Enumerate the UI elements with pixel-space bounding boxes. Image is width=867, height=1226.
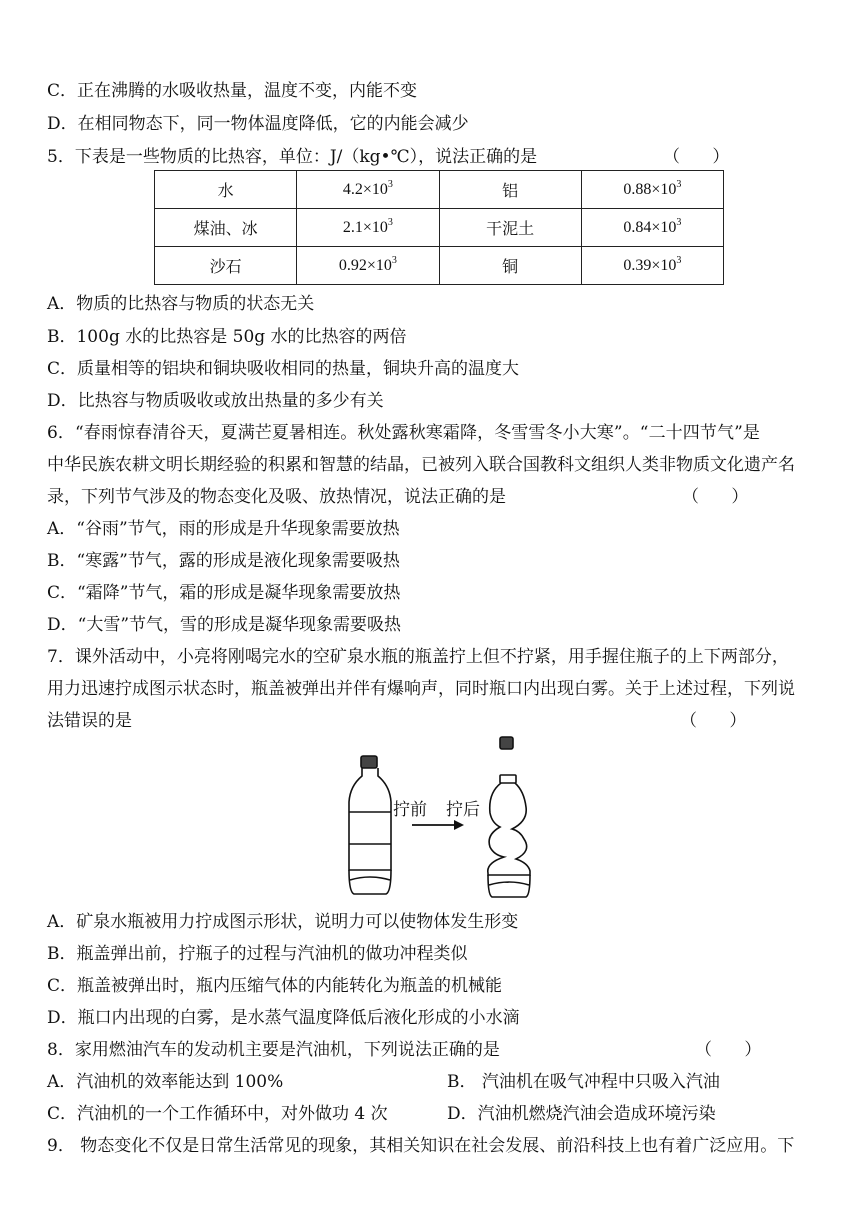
q7-option-b: B．瓶盖弹出前，拧瓶子的过程与汽油机的做功冲程类似: [47, 944, 468, 964]
substance-name: 铜: [439, 247, 581, 285]
q6-stem-line-2: 中华民族农耕文明长期经验的积累和智慧的结晶，已被列入联合国教科文组织人类非物质文化遗产名: [47, 455, 795, 475]
q5-answer-paren: （ ）: [663, 147, 730, 167]
substance-name: 水: [155, 171, 297, 209]
q7-option-c: C．瓶盖被弹出时，瓶内压缩气体的内能转化为瓶盖的机械能: [47, 976, 503, 996]
specific-heat-value: $0.39\times 10^3$: [581, 247, 723, 285]
table-row: [155, 171, 724, 209]
bottle-before-figure: [340, 752, 400, 902]
q7-option-d: D．瓶口内出现的白雾，是水蒸气温度降低后液化形成的小水滴: [47, 1008, 520, 1028]
specific-heat-table: [154, 170, 724, 285]
q7-answer-paren: （ ）: [680, 711, 747, 731]
q5-stem: 5．下表是一些物质的比热容，单位：J/（kg•℃），说法正确的是: [47, 147, 538, 167]
q6-option-b: B．“寒露”节气，露的形成是液化现象需要吸热: [47, 551, 400, 571]
q7-stem-line-3: 法错误的是: [47, 711, 132, 731]
q7-option-a: A．矿泉水瓶被用力拧成图示形状，说明力可以使物体发生形变: [47, 912, 519, 932]
after-label: 拧后: [446, 800, 480, 820]
q5-option-b: B．100g 水的比热容是 50g 水的比热容的两倍: [47, 327, 407, 347]
arrow-icon: [410, 818, 466, 832]
before-label: 拧前: [393, 800, 427, 820]
q6-option-d: D．“大雪”节气，雪的形成是凝华现象需要吸热: [47, 615, 402, 635]
specific-heat-value: $0.84\times 10^3$: [581, 209, 723, 247]
specific-heat-value: $2.1\times 10^3$: [297, 209, 439, 247]
substance-name: 沙石: [155, 247, 297, 285]
q8-option-d: D．汽油机燃烧汽油会造成环境污染: [447, 1104, 716, 1124]
q6-stem-line-1: 6．“春雨惊春清谷天，夏满芒夏暑相连。秋处露秋寒霜降，冬雪雪冬小大寒”。“二十四节气”是: [47, 423, 760, 443]
q7-stem-line-2: 用力迅速拧成图示状态时，瓶盖被弹出并伴有爆响声，同时瓶口内出现白雾。关于上述过程，下列说: [47, 679, 795, 699]
q6-option-a: A．“谷雨”节气，雨的形成是升华现象需要放热: [47, 519, 400, 539]
specific-heat-value: $0.92\times 10^3$: [297, 247, 439, 285]
table-row: [155, 247, 724, 285]
q8-option-b: B． 汽油机在吸气冲程中只吸入汽油: [447, 1072, 720, 1092]
specific-heat-value: $4.2\times 10^3$: [297, 171, 439, 209]
q6-option-c: C．“霜降”节气，霜的形成是凝华现象需要放热: [47, 583, 401, 603]
q5-option-d: D．比热容与物质吸收或放出热量的多少有关: [47, 391, 384, 411]
substance-name: 铝: [439, 171, 581, 209]
q6-stem-line-3: 录，下列节气涉及的物态变化及吸、放热情况，说法正确的是: [47, 487, 506, 507]
q7-stem-line-1: 7．课外活动中，小亮将刚喝完水的空矿泉水瓶的瓶盖拧上但不拧紧，用手握住瓶子的上下两部分，: [47, 647, 789, 667]
q8-stem: 8．家用燃油汽车的发动机主要是汽油机，下列说法正确的是: [47, 1040, 500, 1060]
q9-stem-line-1: 9． 物态变化不仅是日常生活常见的现象，其相关知识在社会发展、前沿科技上也有着广泛应用。下: [47, 1136, 795, 1156]
q8-answer-paren: （ ）: [695, 1040, 762, 1060]
q6-answer-paren: （ ）: [682, 487, 749, 507]
specific-heat-value: $0.88\times 10^3$: [581, 171, 723, 209]
substance-name: 干泥土: [439, 209, 581, 247]
q5-option-c: C．质量相等的铝块和铜块吸收相同的热量，铜块升高的温度大: [47, 359, 520, 379]
table-row: [155, 209, 724, 247]
substance-name: 煤油、冰: [155, 209, 297, 247]
q8-option-c: C．汽油机的一个工作循环中，对外做功 4 次: [47, 1104, 388, 1124]
q4-option-c: C．正在沸腾的水吸收热量，温度不变，内能不变: [47, 81, 418, 101]
q4-option-d: D．在相同物态下，同一物体温度降低，它的内能会减少: [47, 114, 469, 134]
bottle-after-figure: [474, 735, 544, 905]
q8-option-a: A．汽油机的效率能达到 100%: [47, 1072, 284, 1092]
q5-option-a: A．物质的比热容与物质的状态无关: [47, 294, 315, 314]
